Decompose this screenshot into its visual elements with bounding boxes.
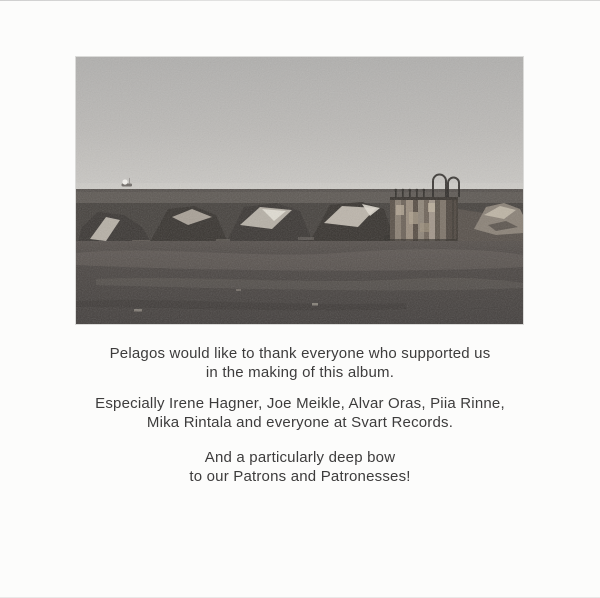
credits-line: to our Patrons and Patronesses! bbox=[189, 468, 411, 485]
seashore-photo bbox=[76, 57, 523, 324]
credits-text bbox=[0, 344, 600, 486]
credits-line: Mika Rintala and everyone at Svart Records. bbox=[146, 414, 454, 431]
credits-line: in the making of this album. bbox=[205, 364, 395, 381]
seashore-photo-scene bbox=[76, 57, 523, 324]
credits-line: Especially Irene Hagner, Joe Meikle, Alvar Oras, Piia Rinne, bbox=[95, 395, 505, 412]
credits-line: And a particularly deep bow bbox=[204, 449, 396, 466]
credits-paragraph-patrons bbox=[0, 448, 600, 486]
credits-paragraph-thanks bbox=[0, 344, 600, 382]
credits-paragraph-names bbox=[0, 394, 600, 432]
credits-line: Pelagos would like to thank everyone who supported us bbox=[109, 345, 491, 362]
scan-edge-top bbox=[0, 0, 600, 1]
film-grain bbox=[76, 57, 523, 324]
